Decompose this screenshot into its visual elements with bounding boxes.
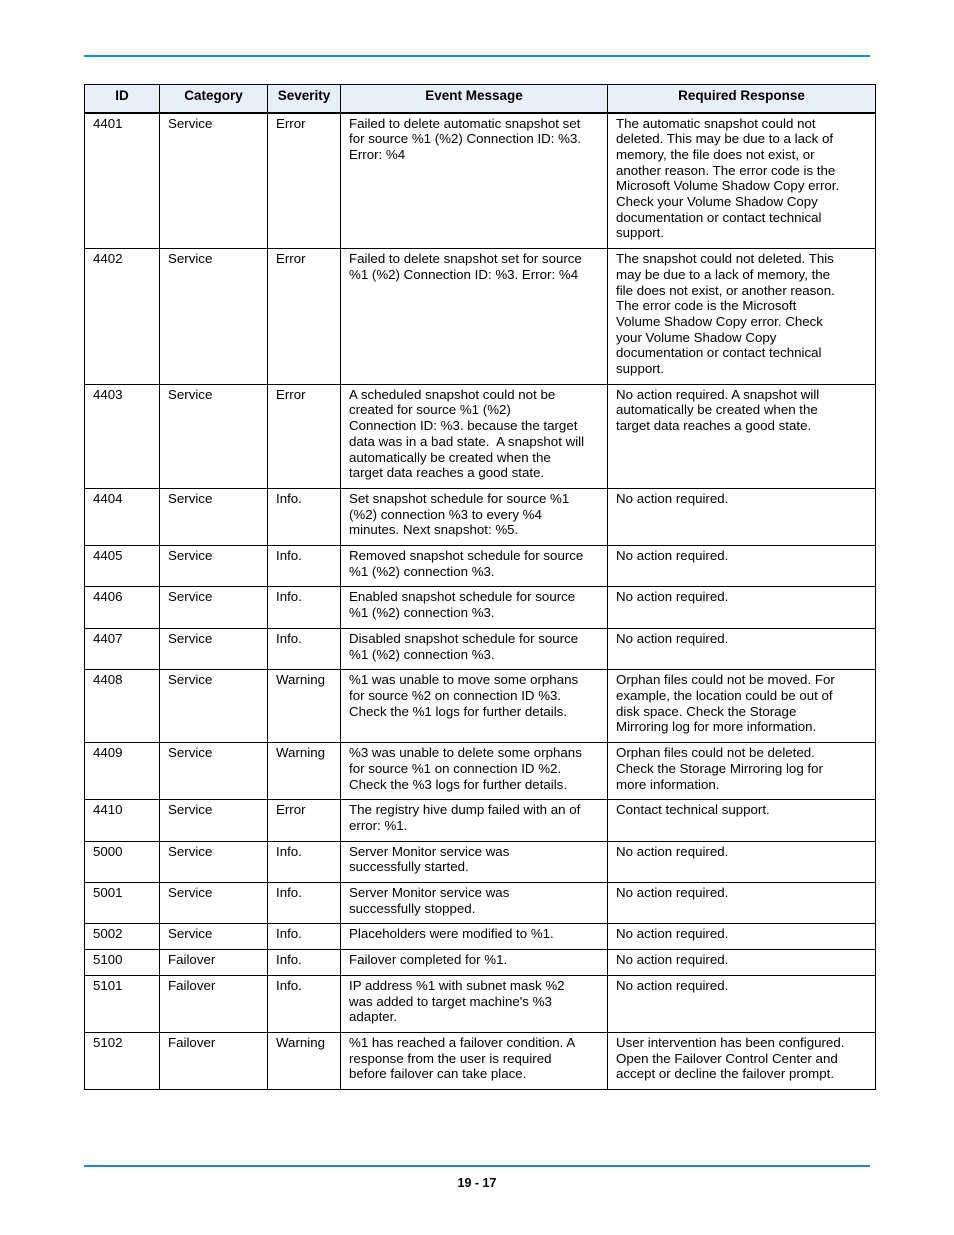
message-line: Check the %3 logs for further details. — [349, 776, 568, 792]
required-response-cell — [608, 587, 876, 628]
response-line: another reason. The error code is the — [616, 162, 836, 178]
id-cell: 5100 — [85, 950, 160, 976]
event-message-cell — [341, 249, 608, 385]
response-line: No action required. — [616, 977, 729, 993]
severity-cell: Info. — [268, 587, 341, 628]
message-line: Connection ID: %3. because the target — [349, 418, 578, 434]
response-line: Check the Storage Mirroring log for — [616, 760, 823, 776]
response-line: No action required. — [616, 589, 729, 605]
message-line: data was in a bad state. A snapshot will — [349, 433, 585, 449]
message-line: for source %2 on connection ID %3. — [349, 688, 562, 703]
category-cell: Service — [160, 546, 268, 587]
message-line: Enabled snapshot schedule for source — [349, 589, 576, 605]
response-line: support. — [616, 225, 665, 241]
category-cell: Failover — [160, 1032, 268, 1089]
response-line: No action required. — [616, 952, 729, 968]
message-line: was added to target machine's %3 — [349, 993, 552, 1009]
header-severity: Severity — [268, 85, 341, 113]
message-line: %1 (%2) Connection ID: %3. Error: %4 — [349, 266, 579, 282]
category-cell: Service — [160, 924, 268, 950]
id-cell: 4404 — [85, 488, 160, 545]
response-line: deleted. This may be due to a lack of — [616, 131, 834, 147]
event-message-cell — [341, 1032, 608, 1089]
severity-cell: Info. — [268, 924, 341, 950]
category-cell: Service — [160, 883, 268, 924]
severity-cell: Info. — [268, 488, 341, 545]
required-response-cell — [608, 883, 876, 924]
table-row — [85, 883, 876, 924]
category-cell: Failover — [160, 975, 268, 1032]
required-response-cell — [608, 743, 876, 800]
id-cell: 5002 — [85, 924, 160, 950]
severity-cell: Warning — [268, 1032, 341, 1089]
response-line: more information. — [616, 776, 720, 792]
id-cell: 4408 — [85, 670, 160, 743]
response-line: No action required. — [616, 926, 729, 942]
response-line: User intervention has been configured. — [616, 1034, 845, 1050]
category-cell: Service — [160, 113, 268, 249]
event-message-cell — [341, 975, 608, 1032]
message-line: error: %1. — [349, 817, 408, 833]
event-message-cell — [341, 743, 608, 800]
message-line: IP address %1 with subnet mask %2 — [349, 977, 565, 993]
response-line: The error code is the Microsoft — [616, 298, 797, 314]
response-line: Microsoft Volume Shadow Copy error. — [616, 178, 840, 194]
response-line: support. — [616, 361, 665, 377]
category-cell: Service — [160, 670, 268, 743]
event-message-cell — [341, 950, 608, 976]
message-line: Removed snapshot schedule for source — [349, 548, 584, 564]
message-line: %1 (%2) connection %3. — [349, 563, 495, 579]
required-response-cell — [608, 488, 876, 545]
event-message-cell — [341, 924, 608, 950]
severity-cell: Error — [268, 113, 341, 249]
table-header-row — [85, 85, 876, 113]
event-message-cell — [341, 587, 608, 628]
severity-cell: Info. — [268, 546, 341, 587]
message-line: Check the %1 logs for further details. — [349, 703, 568, 719]
response-line: No action required. — [616, 630, 729, 646]
event-message-cell — [341, 841, 608, 882]
required-response-cell — [608, 249, 876, 385]
message-line: Placeholders were modified to %1. — [349, 926, 554, 942]
message-line: Failed to delete automatic snapshot set — [349, 115, 581, 131]
category-cell: Failover — [160, 950, 268, 976]
response-line: automatically be created when the — [616, 402, 818, 418]
response-line: accept or decline the failover prompt. — [616, 1066, 835, 1082]
required-response-cell — [608, 950, 876, 976]
event-message-cell — [341, 670, 608, 743]
category-cell: Service — [160, 800, 268, 841]
category-cell: Service — [160, 743, 268, 800]
severity-cell: Warning — [268, 743, 341, 800]
message-line: Disabled snapshot schedule for source — [349, 630, 579, 646]
table-row — [85, 546, 876, 587]
message-line: target data reaches a good state. — [349, 465, 545, 481]
message-line: The registry hive dump failed with an of — [349, 802, 581, 818]
severity-cell: Info. — [268, 975, 341, 1032]
id-cell: 5001 — [85, 883, 160, 924]
event-message-cell — [341, 628, 608, 669]
response-line: Open the Failover Control Center and — [616, 1050, 838, 1066]
id-cell: 4406 — [85, 587, 160, 628]
response-line: The snapshot could not deleted. This — [616, 251, 834, 267]
message-line: adapter. — [349, 1009, 398, 1025]
table-row — [85, 1032, 876, 1089]
severity-cell: Info. — [268, 950, 341, 976]
message-line: automatically be created when the — [349, 449, 551, 465]
event-message-cell — [341, 546, 608, 587]
message-line: before failover can take place. — [349, 1066, 527, 1082]
table-row — [85, 249, 876, 385]
response-line: Volume Shadow Copy error. Check — [616, 313, 823, 329]
header-rule — [84, 55, 870, 57]
message-line: for source %1 on connection ID %2. — [349, 760, 562, 776]
category-cell: Service — [160, 587, 268, 628]
required-response-cell — [608, 628, 876, 669]
response-line: Contact technical support. — [616, 802, 770, 818]
id-cell: 5101 — [85, 975, 160, 1032]
table-row — [85, 800, 876, 841]
response-line: Mirroring log for more information. — [616, 719, 817, 735]
required-response-cell — [608, 975, 876, 1032]
message-line: %1 was unable to move some orphans — [349, 672, 579, 688]
header-event-message: Event Message — [341, 85, 608, 113]
message-line: Error: %4 — [349, 146, 406, 162]
response-line: The automatic snapshot could not — [616, 115, 816, 131]
id-cell: 4409 — [85, 743, 160, 800]
response-line: file does not exist, or another reason. — [616, 282, 835, 298]
response-line: documentation or contact technical — [616, 345, 822, 361]
header-id: ID — [85, 85, 160, 113]
event-message-cell — [341, 488, 608, 545]
response-line: No action required. — [616, 490, 729, 506]
response-line: Orphan files could not be moved. For — [616, 672, 835, 688]
response-line: your Volume Shadow Copy — [616, 329, 777, 345]
event-message-cell — [341, 113, 608, 249]
message-line: minutes. Next snapshot: %5. — [349, 522, 519, 538]
id-cell: 4403 — [85, 384, 160, 488]
response-line: No action required. — [616, 843, 729, 859]
message-line: created for source %1 (%2) — [349, 402, 511, 418]
table-row — [85, 950, 876, 976]
table-row — [85, 924, 876, 950]
required-response-cell — [608, 1032, 876, 1089]
message-line: Set snapshot schedule for source %1 — [349, 490, 570, 506]
response-line: documentation or contact technical — [616, 209, 822, 225]
response-line: disk space. Check the Storage — [616, 703, 797, 719]
response-line: Orphan files could not be deleted. — [616, 745, 815, 761]
id-cell: 5000 — [85, 841, 160, 882]
message-line: Failed to delete snapshot set for source — [349, 251, 582, 267]
table-row — [85, 841, 876, 882]
table-row — [85, 384, 876, 488]
response-line: No action required. — [616, 885, 729, 901]
page-number: 19 - 17 — [457, 1176, 497, 1190]
message-line: Server Monitor service was — [349, 843, 510, 859]
header-required-response: Required Response — [608, 85, 876, 113]
event-message-cell — [341, 384, 608, 488]
message-line: Failover completed for %1. — [349, 952, 508, 968]
message-line: %1 (%2) connection %3. — [349, 605, 495, 621]
message-line: (%2) connection %3 to every %4 — [349, 506, 542, 522]
message-line: response from the user is required — [349, 1050, 552, 1066]
response-line: may be due to a lack of memory, the — [616, 266, 831, 282]
table-row — [85, 113, 876, 249]
message-line: for source %1 (%2) Connection ID: %3. — [349, 131, 582, 147]
response-line: memory, the file does not exist, or — [616, 146, 815, 162]
response-line: No action required. — [616, 548, 729, 564]
severity-cell: Warning — [268, 670, 341, 743]
id-cell: 4405 — [85, 546, 160, 587]
message-line: successfully stopped. — [349, 900, 476, 916]
id-cell: 4407 — [85, 628, 160, 669]
table-row — [85, 743, 876, 800]
table-row — [85, 670, 876, 743]
required-response-cell — [608, 670, 876, 743]
required-response-cell — [608, 800, 876, 841]
table-row — [85, 975, 876, 1032]
event-message-cell — [341, 800, 608, 841]
table-row — [85, 628, 876, 669]
category-cell: Service — [160, 488, 268, 545]
id-cell: 4402 — [85, 249, 160, 385]
response-line: target data reaches a good state. — [616, 418, 812, 434]
severity-cell: Info. — [268, 841, 341, 882]
severity-cell: Info. — [268, 628, 341, 669]
required-response-cell — [608, 384, 876, 488]
event-message-cell — [341, 883, 608, 924]
response-line: Check your Volume Shadow Copy — [616, 194, 818, 210]
required-response-cell — [608, 924, 876, 950]
event-table — [84, 84, 876, 1090]
response-line: example, the location could be out of — [616, 688, 833, 703]
category-cell: Service — [160, 384, 268, 488]
required-response-cell — [608, 546, 876, 587]
message-line: A scheduled snapshot could not be — [349, 386, 556, 402]
severity-cell: Info. — [268, 883, 341, 924]
category-cell: Service — [160, 841, 268, 882]
footer-rule — [84, 1165, 870, 1167]
message-line: %1 (%2) connection %3. — [349, 646, 495, 662]
category-cell: Service — [160, 249, 268, 385]
severity-cell: Error — [268, 384, 341, 488]
category-cell: Service — [160, 628, 268, 669]
message-line: %3 was unable to delete some orphans — [349, 745, 582, 761]
required-response-cell — [608, 113, 876, 249]
id-cell: 5102 — [85, 1032, 160, 1089]
table-row — [85, 488, 876, 545]
id-cell: 4401 — [85, 113, 160, 249]
severity-cell: Error — [268, 800, 341, 841]
response-line: No action required. A snapshot will — [616, 386, 820, 402]
table-row — [85, 587, 876, 628]
required-response-cell — [608, 841, 876, 882]
message-line: Server Monitor service was — [349, 885, 510, 901]
header-category: Category — [160, 85, 268, 113]
message-line: successfully started. — [349, 859, 469, 875]
table-body — [85, 113, 876, 1090]
id-cell: 4410 — [85, 800, 160, 841]
message-line: %1 has reached a failover condition. A — [349, 1034, 576, 1050]
severity-cell: Error — [268, 249, 341, 385]
